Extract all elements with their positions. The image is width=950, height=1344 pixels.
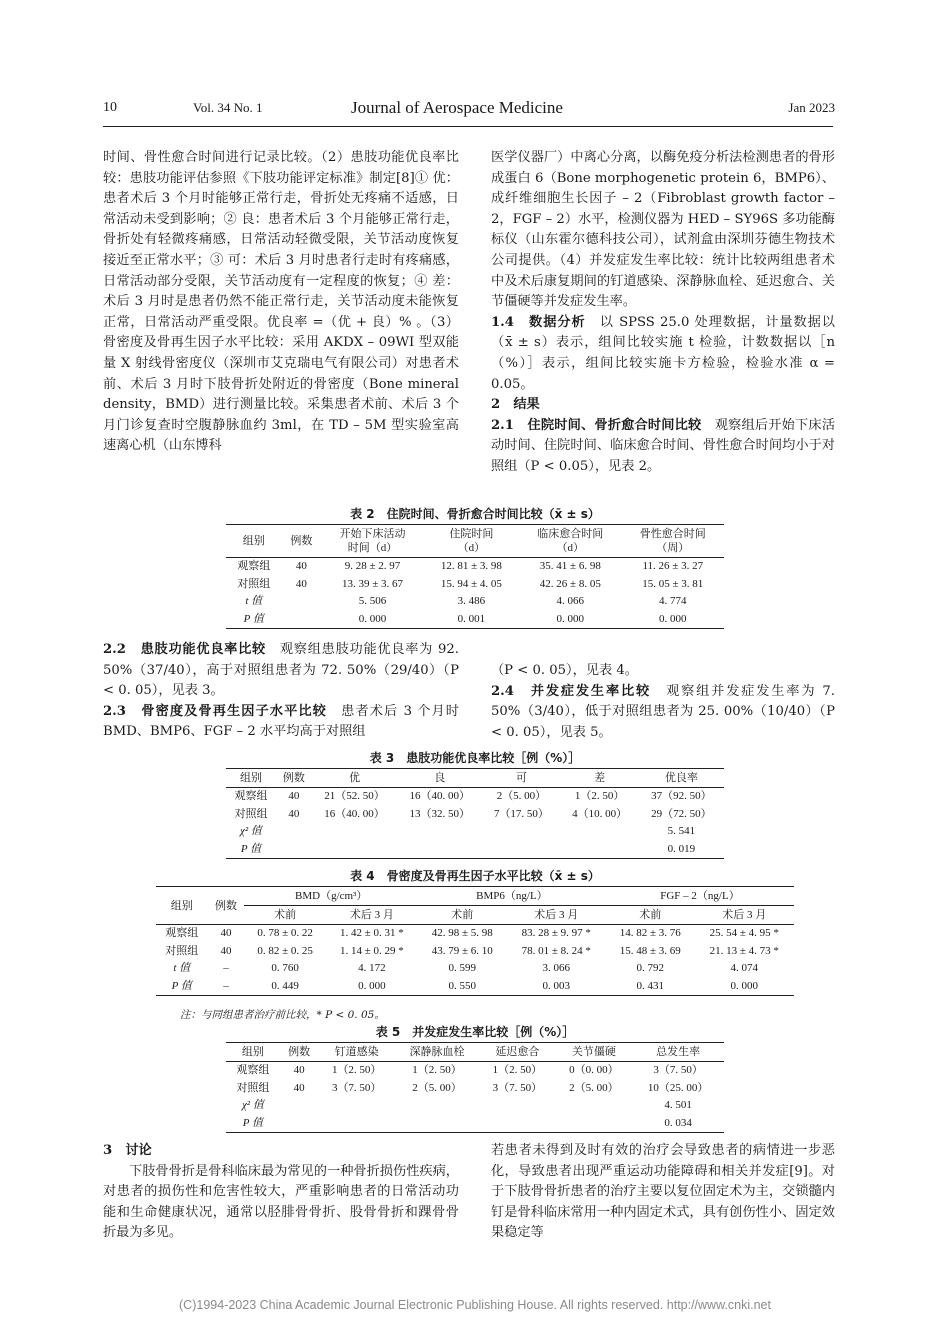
table-4-cell: P 值 (171, 979, 192, 992)
journal-title: Journal of Aerospace Medicine (351, 98, 563, 117)
running-header (103, 100, 835, 124)
table-5-cell: 2（5. 00） (569, 1081, 619, 1094)
data-analysis-text: 以 SPSS 25.0 处理数据，计量数据以（x̄ ± s）表示，组间比较实施 t 检验，计数数据以［n（%）］表示，组间比较实施卡方检验，检验水准 α = 0.05。 (491, 314, 835, 392)
table-2-cell: 12. 81 ± 3. 98 (440, 560, 502, 572)
table-2-cell: 42. 26 ± 8. 05 (539, 577, 601, 590)
table-3-header-cell: 优 (312, 769, 397, 788)
table-3-cell: χ² 值 (240, 825, 262, 837)
table-5-cell: 观察组 (236, 1064, 270, 1076)
table-5-cell (318, 1097, 395, 1115)
table-2-cell: t 值 (245, 595, 263, 607)
table-4-bmp6-header: BMP6（ng/L） (418, 887, 606, 906)
table-2-cell: 4. 774 (659, 595, 687, 607)
table-2-header-cell: 临床愈合时间 （d） (519, 525, 621, 558)
table-4-cell: 0. 82 ± 0. 25 (257, 944, 313, 957)
table-4-cell: – (223, 962, 229, 974)
table-2-cell: 0. 000 (659, 612, 687, 625)
table-2-row (226, 576, 724, 594)
table-4-cell: 0. 000 (730, 979, 758, 992)
table-3-cell (312, 823, 397, 841)
table-4-cell: 25. 54 ± 4. 95 * (709, 927, 779, 939)
table-4-cell: 0. 760 (271, 962, 299, 974)
table-5-cell: 4. 501 (664, 1099, 692, 1111)
table-3-cell (397, 823, 482, 841)
table-5-cell: 1（2. 50） (492, 1064, 543, 1076)
table-4-cell: 15. 48 ± 3. 69 (619, 944, 681, 957)
table-5-row (226, 1062, 724, 1080)
table-5-header-cell: 钉道感染 (318, 1043, 395, 1062)
table-3-header-cell: 差 (561, 769, 639, 788)
table-4-cell: 0. 449 (271, 979, 299, 992)
table-3-cell: 5. 541 (667, 825, 696, 837)
table-5-cell: 0. 034 (664, 1116, 692, 1129)
table-5-row (226, 1097, 724, 1115)
methods-paragraph-cont: 医学仪器厂）中离心分离，以酶免疫分析法检测患者的骨形成蛋白 6（Bone morphogenetic protein 6，BMP6）、成纤维细胞生长因子 – 2（Fibroblast growth factor – 2，FGF – 2）水平，检测仪器为 HED – SY96S 多功能酶标仪（山东霍尔德科技公司），试剂盒由深圳芬德生物技术公司提供。（4）并发症发生率比较：统计比较两组患者术中及术后康复期间的钉道感染、深静脉血栓、延迟愈合、关节僵硬等并发症发生率。 (491, 150, 835, 310)
table-3-row (226, 788, 724, 806)
table-3-cell: 4（10. 00） (572, 807, 628, 820)
table-2-cell: 35. 41 ± 6. 98 (539, 560, 601, 572)
table-5-cell (395, 1097, 479, 1115)
table-3-header-cell: 例数 (276, 769, 312, 788)
table-5-cell: 3（7. 50） (653, 1064, 703, 1076)
table-5-header-cell: 组别 (226, 1043, 280, 1062)
result-2-3-text: 患者术后 3 个月时 BMD、BMP6、FGF – 2 水平均高于对照组 (103, 703, 459, 740)
table-4-cell: 0. 431 (636, 979, 664, 992)
table-4-subheader-cell: 术前 (418, 906, 507, 925)
table-2-cell: 40 (295, 577, 307, 590)
table-5-cell (556, 1097, 633, 1115)
table-4-subheader-cell: 术前 (606, 906, 695, 925)
table-2-cell: 观察组 (237, 560, 271, 572)
table-3-cell: 1（2. 50） (574, 790, 625, 802)
table-5-header-cell: 总发生率 (632, 1043, 724, 1062)
table-4-cell: 0. 550 (448, 979, 476, 992)
table-4-subheader-cell: 术后 3 月 (506, 906, 605, 925)
table-5-cell (318, 1115, 395, 1133)
table-5-cell (280, 1115, 319, 1133)
table-3-cell (561, 823, 639, 841)
left-column-results (103, 640, 459, 743)
page-number: 10 (103, 100, 117, 115)
table-3-cell (276, 841, 312, 859)
table-3-cell (397, 841, 482, 859)
table-4-subheader-cell: 术后 3 月 (326, 906, 418, 925)
table-4-cell: 0. 792 (636, 962, 664, 974)
table-5-cell: 1（2. 50） (331, 1064, 382, 1076)
table-5-cell: P 值 (242, 1116, 264, 1129)
table-3-header-cell: 优良率 (639, 769, 724, 788)
table-5-cell: 2（5. 00） (412, 1081, 462, 1094)
table-4-cell: 4. 172 (358, 962, 386, 974)
table-4-subheader-cell: 术后 3 月 (694, 906, 794, 925)
table-5-cell (395, 1115, 479, 1133)
table-4-cell: 0. 000 (358, 979, 386, 992)
table-2-row (226, 611, 724, 629)
right-column-discussion (491, 1141, 835, 1244)
table-3-cell: 7（17. 50） (493, 807, 549, 820)
section-heading-2-2: 2.2 患肢功能优良率比较 (103, 642, 266, 657)
section-heading-2-1: 2.1 住院时间、骨折愈合时间比较 (491, 417, 702, 433)
table-3-cell: 37（92. 50） (651, 790, 712, 802)
table-3-cell: 16（40. 00） (409, 790, 470, 802)
table-5-header-cell: 例数 (280, 1043, 319, 1062)
table-2-cell: 4. 066 (556, 595, 585, 607)
table-4-cell: 0. 599 (448, 962, 476, 974)
table-4-subheader-cell: 术前 (244, 906, 325, 925)
table-3-header-cell: 组别 (226, 769, 276, 788)
table-2-header-cell: 骨性愈合时间 （周） (622, 525, 724, 558)
left-column-discussion (103, 1141, 459, 1244)
table-2-header-cell: 例数 (281, 525, 321, 558)
section-heading-2-4: 2.4 并发症发生率比较 (491, 683, 652, 699)
table-4-cell: 40 (220, 927, 232, 939)
table-4-cell: 78. 01 ± 8. 24 * (521, 944, 591, 957)
table-2-cell: P 值 (243, 612, 264, 625)
left-column-methods (103, 148, 459, 457)
table-4-note: 注：与同组患者治疗前比较，* P < 0. 05。 (180, 1009, 385, 1021)
table-5-caption: 表 5 并发症发生率比较［例（%）］ (375, 1025, 575, 1039)
table-4-cell: 3. 066 (542, 962, 570, 974)
volume-issue: Vol. 34 No. 1 (193, 100, 263, 115)
table-3-cell: 2（5. 00） (496, 790, 547, 802)
table-2-cell: 0. 001 (457, 612, 486, 625)
table-3-cell: 13（32. 50） (409, 807, 470, 820)
table-4-row (156, 978, 794, 996)
table-2-header-cell: 住院时间 （d） (424, 525, 519, 558)
table-4-cell: 对照组 (165, 944, 199, 957)
table-4-cell: t 值 (173, 962, 191, 974)
table-2-caption: 表 2 住院时间、骨折愈合时间比较（x̄ ± s） (350, 507, 600, 521)
table-4-cell: 1. 14 ± 0. 29 * (339, 944, 404, 957)
table-2-cell: 9. 28 ± 2. 97 (344, 560, 401, 572)
table-3-caption: 表 3 患肢功能优良率比较［例（%）］ (369, 751, 581, 765)
table-3-cell: 21（52. 50） (324, 790, 385, 802)
discussion-paragraph: 下肢骨骨折是骨科临床最为常见的一种骨折损伤性疾病，对患者的损伤性和危害性较大，严重影响患者的日常活动功能和生命健康状况，通常以胫腓骨骨折、股骨骨折和踝骨骨折最为多见。 (103, 1163, 459, 1241)
table-2-row (226, 558, 724, 576)
table-2-cell: 15. 94 ± 4. 05 (440, 577, 502, 590)
table-2-header-cell: 开始下床活动 时间（d） (321, 525, 423, 558)
table-4-n-header: 例数 (208, 887, 245, 925)
table-5-cell: 对照组 (236, 1081, 270, 1094)
table-3-cell: 0. 019 (667, 842, 696, 855)
discussion-paragraph-cont: 若患者未得到及时有效的治疗会导致患者的病情进一步恶化，导致患者出现严重运动功能障碍和相关并发症[9]。对于下肢骨骨折患者的治疗主要以复位固定术为主，交锁髓内钉是骨科临床常用一种内固定术式，具有创伤性小、固定效果稳定等 (491, 1143, 835, 1241)
table-4-cell: 1. 42 ± 0. 31 * (339, 927, 404, 939)
table-2-cell: 15. 05 ± 3. 81 (642, 577, 704, 590)
table-3-cell: 40 (288, 790, 300, 802)
table-3-cell: P 值 (240, 842, 262, 855)
table-3-cell (482, 823, 560, 841)
section-heading-3: 3 讨论 (103, 1143, 152, 1158)
table-2-cell: 0. 000 (556, 612, 585, 625)
table-5-cell (280, 1097, 319, 1115)
table-5-cell: 3（7. 50） (331, 1081, 382, 1094)
table-3 (226, 748, 724, 859)
table-2-cell (281, 593, 321, 611)
table-5-cell: 3（7. 50） (492, 1081, 543, 1094)
table-3-cell (312, 841, 397, 859)
table-3-row (226, 806, 724, 824)
table-3-cell: 观察组 (234, 790, 268, 802)
table-2-header-cell: 组别 (226, 525, 281, 558)
table-5-cell (479, 1115, 556, 1133)
table-5-cell: 0（0. 00） (569, 1064, 619, 1076)
table-2-cell: 13. 39 ± 3. 67 (341, 577, 404, 590)
table-2-cell: 对照组 (237, 577, 271, 590)
table-4-cell: 4. 074 (730, 962, 758, 974)
methods-paragraph: 时间、骨性愈合时间进行记录比较。（2）患肢功能优良率比较：患肢功能评估参照《下肢功能评定标准》制定[8]① 优：患者术后 3 个月时能够正常行走，骨折处无疼痛不适感，日常活动未受到影响；② 良：患者术后 3 个月能够正常行走，骨折处有轻微疼痛感，日常活动轻微受限，关节活动度恢复接近至正常水平；③ 可：术后 3 月时患者行走时有疼痛感，日常活动部分受限，关节活动度有一定程度的恢复；④ 差：术后 3 月时是患者仍然不能正常行走，关节活动度未能恢复正常，日常活动严重受限。优良率 =（优 + 良）% 。（3）骨密度及骨再生因子水平比较：采用 AKDX – 09WI 型双能量 X 射线骨密度仪（深圳市艾克瑞电气有限公司）对患者术前、术后 3 月时下肢骨折处附近的骨密度（Bone mineral density，BMD）进行测量比较。采集患者术前、术后 3 个月门诊复查时空腹静脉血约 3ml，在 TD – 5M 型实验室高速离心机（山东博科 (103, 150, 459, 454)
table-3-cell (482, 841, 560, 859)
table-3-row (226, 841, 724, 859)
table-5-cell: 1（2. 50） (412, 1064, 462, 1076)
table-4-cell: – (223, 979, 229, 992)
table-2 (226, 504, 724, 629)
table-4-row (156, 960, 794, 978)
table-2-cell: 40 (295, 560, 307, 572)
header-rule (103, 126, 833, 127)
table-3-cell (561, 841, 639, 859)
table-4-cell: 43. 79 ± 6. 10 (431, 944, 493, 957)
table-5-cell: 10（25. 00） (647, 1081, 709, 1094)
table-5-cell (556, 1115, 633, 1133)
right-column-results (491, 661, 835, 743)
right-column-methods (491, 148, 835, 478)
table-5 (226, 1022, 724, 1133)
table-2-cell: 3. 486 (457, 595, 486, 607)
table-5-header-cell: 关节僵硬 (556, 1043, 633, 1062)
table-2-cell: 5. 506 (358, 595, 387, 607)
result-2-1-text: 观察组后开始下床活动时间、住院时间、临床愈合时间、骨性愈合时间均小于对照组（P < 0.05），见表 2。 (491, 417, 836, 474)
table-2-cell: 11. 26 ± 3. 27 (642, 560, 704, 572)
table-5-header-cell: 深静脉血栓 (395, 1043, 479, 1062)
table-3-cell: 16（40. 00） (324, 807, 385, 820)
table-4-cell: 14. 82 ± 3. 76 (619, 927, 681, 939)
table-4-bmd-header: BMD（g/cm³） (244, 887, 417, 906)
table-5-cell (479, 1097, 556, 1115)
issue-date: Jan 2023 (788, 100, 835, 115)
table-4-cell: 40 (220, 944, 232, 957)
table-4-cell: 0. 78 ± 0. 22 (257, 927, 313, 939)
table-4 (156, 866, 794, 996)
table-5-row (226, 1080, 724, 1098)
table-3-cell: 29（72. 50） (651, 807, 712, 820)
table-5-cell: 40 (293, 1081, 305, 1094)
table-4-cell: 42. 98 ± 5. 98 (431, 927, 493, 939)
table-5-header-cell: 延迟愈合 (479, 1043, 556, 1062)
table-2-cell (281, 611, 321, 629)
table-4-cell: 83. 28 ± 9. 97 * (521, 927, 591, 939)
table-4-group-header: 组别 (156, 887, 208, 925)
table-5-cell: χ² 值 (241, 1099, 264, 1111)
table-4-row (156, 943, 794, 961)
table-3-header-cell: 良 (397, 769, 482, 788)
table-3-cell: 40 (288, 807, 300, 820)
table-4-cell: 观察组 (165, 927, 199, 939)
table-3-cell: 对照组 (234, 807, 268, 820)
table-4-cell: 0. 003 (542, 979, 570, 992)
section-heading-2-3: 2.3 骨密度及骨再生因子水平比较 (103, 703, 327, 719)
table-4-cell: 21. 13 ± 4. 73 * (709, 944, 779, 957)
section-heading-2: 2 结果 (491, 397, 540, 413)
section-heading-1-4: 1.4 数据分析 (491, 314, 586, 330)
table-2-row (226, 593, 724, 611)
table-3-cell (276, 823, 312, 841)
result-2-3-cont: （P < 0. 05），见表 4。 (491, 663, 638, 678)
table-4-caption: 表 4 骨密度及骨再生因子水平比较（x̄ ± s） (350, 869, 600, 883)
copyright-footer: (C)1994-2023 China Academic Journal Electronic Publishing House. All rights reserved. http://www.cnki.net (179, 1298, 771, 1312)
table-4-fgf2-header: FGF – 2（ng/L） (606, 887, 794, 906)
table-5-row (226, 1115, 724, 1133)
result-2-2-text: 观察组患肢功能优良率为 92. 50%（37/40），高于对照组患者为 72. 50%（29/40）（P < 0. 05），见表 3。 (103, 642, 459, 699)
table-4-row (156, 925, 794, 943)
table-3-header-cell: 可 (482, 769, 560, 788)
table-5-cell: 40 (293, 1064, 305, 1076)
result-2-4-text: 观察组并发症发生率为 7. 50%（3/40），低于对照组患者为 25. 00%（10/40）（P < 0. 05），见表 5。 (491, 683, 835, 740)
table-2-cell: 0. 000 (358, 612, 387, 625)
table-3-row (226, 823, 724, 841)
